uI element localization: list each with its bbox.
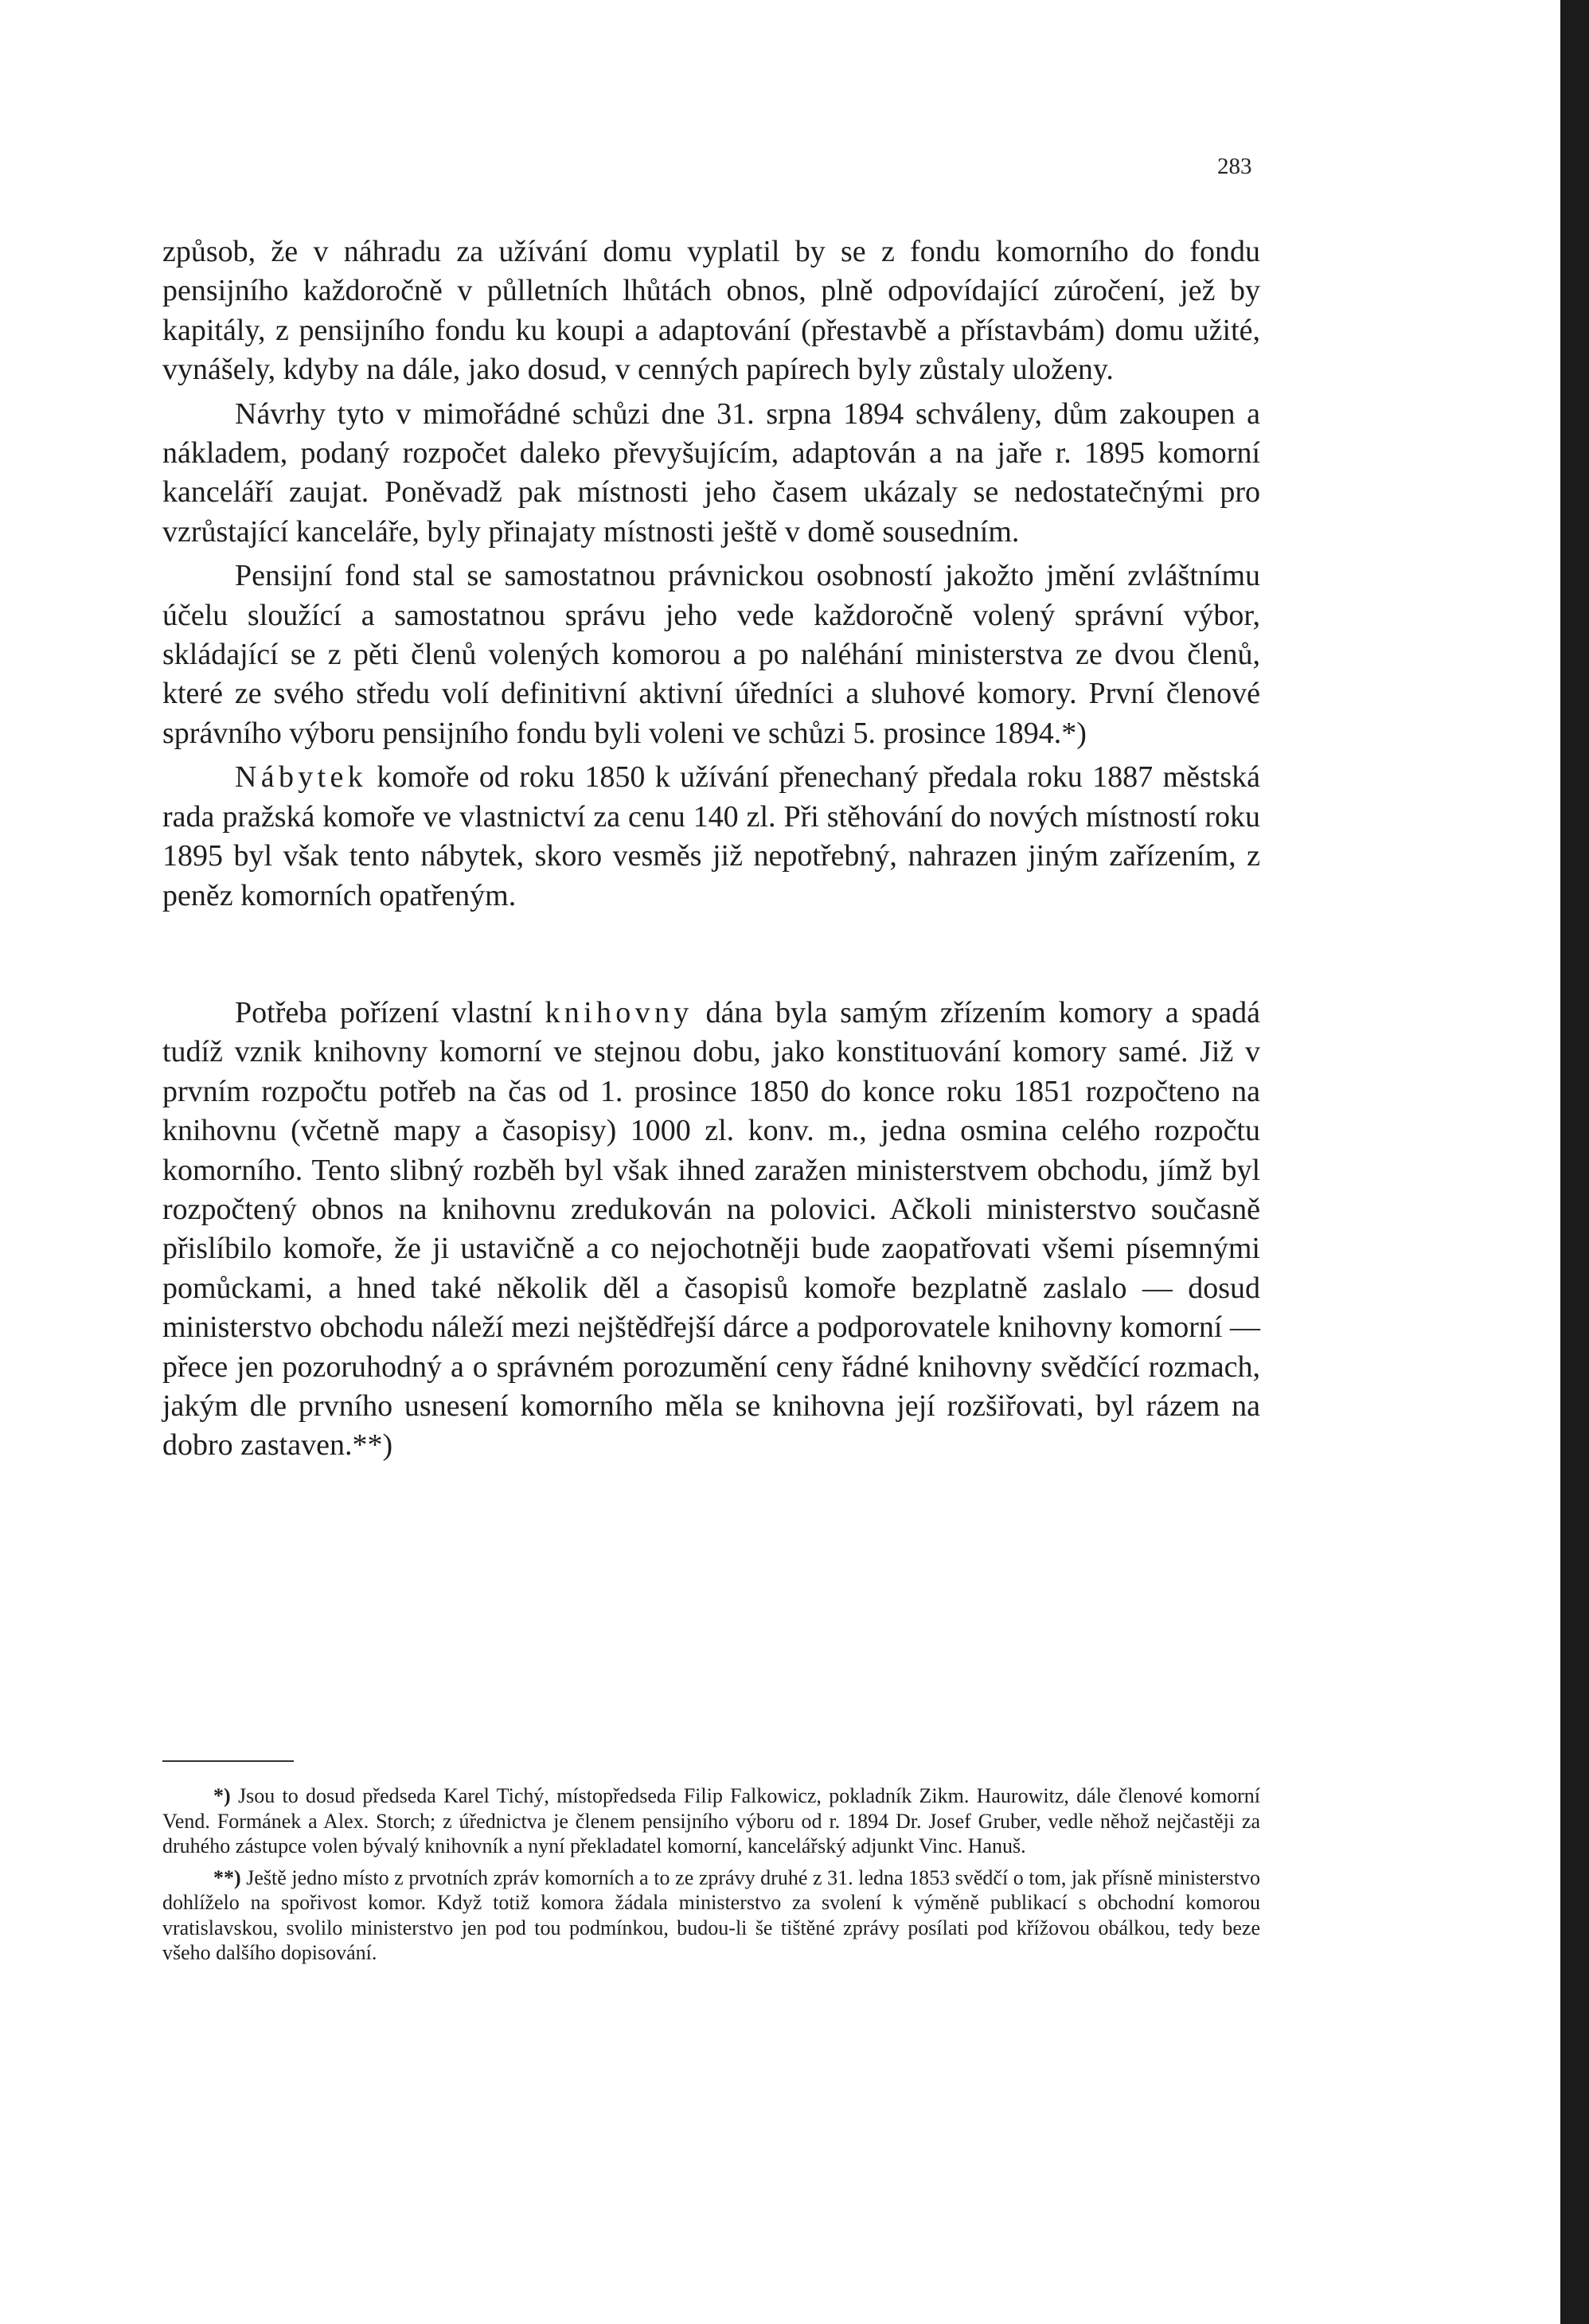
paragraph-5-text: dána byla samým zřízením komory a spadá tudíž vznik knihovny komorní ve stejnou dobu, jako konstituování komory samé. Již v prvním rozpočtu potřeb na čas od 1. prosince 1850 do konce roku 1851 rozpočteno na knihovnu (včetně mapy a časopisy) 1000 zl. konv. m., jedna osmina celého rozpočtu komorního. Tento slibný rozběh byl však ihned zaražen ministerstvem obchodu, jímž byl rozpočtený obnos na knihovnu zredukován na polovici. Ačkoli ministerstvo současně přislíbilo komoře, že ji ustavičně a co nejochotněji bude zaopatřovati všemi písemnými pomůckami, a hned také několik děl a časopisů komoře bezplatně zaslalo — dosud ministerstvo obchodu náleží mezi nejštědřejší dárce a podporovatele knihovny komorní — přece jen pozoruhodný a o správném porozumění ceny řádné knihovny svědčící rozmach, jakým dle prvního usnesení komorního měla se knihovna její rozšiřovati, byl rázem na dobro zastaven.**) xyxy=(162,995,1260,1463)
footnote-1-text: Jsou to dosud předseda Karel Tichý, místopředseda Filip Falkowicz, pokladník Zikm. Haurowitz, dále členové komorní Vend. Formánek a Alex. Storch; z úřednictva je členem pensijního výboru od r. 1894 Dr. Josef Gruber, vedle něhož nejčastěji za druhého zástupce volen bývalý knihovník a nyní překladatel komorní, kancelářský adjunkt Vinc. Hanuš. xyxy=(162,1784,1260,1857)
page-number: 283 xyxy=(1217,154,1252,179)
footnote-2 xyxy=(162,1865,1260,1966)
paragraph-4-text: komoře od roku 1850 k užívání přenechaný předala roku 1887 městská rada pražská komoře ve vlastnictví za cenu 140 zl. Při stěhování do nových místností roku 1895 byl však tento nábytek, skoro vesměs již nepotřebný, nahrazen jiným zařízením, z peněz komorních opatřeným. xyxy=(162,760,1260,912)
footnote-2-text: Ještě jedno místo z prvotních zpráv komorních a to ze zprávy druhé z 31. ledna 1853 svědčí o tom, jak přísně ministerstvo dohlíželo na spořivost komor. Když totiž komora žádala ministerstvo za svolení k výměně publikací s obchodní komorou vratislavskou, svolilo ministerstvo jen pod tou podmínkou, budou-li še tištěné zprávy posílati pod křížovou obálkou, tedy beze všeho dalšího dopisování. xyxy=(162,1865,1260,1964)
paragraph-3: Pensijní fond stal se samostatnou právnickou osobností jakožto jmění zvláštnímu účelu sloužící a samostatnou správu jeho vede každoročně volený správní výbor, skládající se z pěti členů volených komorou a po naléhání ministerstva ze dvou členů, které ze svého středu volí definitivní aktivní úředníci a sluhové komory. První členové správního výboru pensijního fondu byli voleni ve schůzi 5. prosince 1894.*) xyxy=(162,559,1260,750)
section-gap xyxy=(162,920,1260,994)
spaced-term-nabytek: Nábytek xyxy=(235,760,367,795)
footnote-separator xyxy=(162,1760,294,1762)
paragraph-2: Návrhy tyto v mimořádné schůzi dne 31. srpna 1894 schváleny, dům zakoupen a nákladem, podaný rozpočet daleko převyšujícím, adaptován a na jaře r. 1895 komorní kanceláří zaujat. Poněvadž pak místnosti jeho časem ukázaly se nedostatečnými pro vzrůstající kanceláře, byly přinajaty místnosti ještě v domě sousedním. xyxy=(162,396,1260,549)
footnote-2-mark: **) xyxy=(213,1865,241,1889)
paragraph-1: způsob, že v náhradu za užívání domu vyplatil by se z fondu komorního do fondu pensijního každoročně v půlletních lhůtách obnos, plně odpovídající zúročení, jež by kapitály, z pensijního fondu ku koupi a adaptování (přestavbě a přístavbám) domu užité, vynášely, kdyby na dále, jako dosud, v cenných papírech byly zůstaly uloženy. xyxy=(162,235,1260,387)
footnotes xyxy=(162,1783,1260,1972)
footnote-1-mark: *) xyxy=(213,1784,231,1807)
paragraph-4 xyxy=(162,758,1260,916)
spaced-term-knihovny: knihovny xyxy=(545,995,693,1029)
footnote-1 xyxy=(162,1783,1260,1859)
paragraph-5-lead: Potřeba pořízení vlastní xyxy=(235,995,545,1029)
body-text xyxy=(162,232,1260,1471)
paragraph-5 xyxy=(162,994,1260,1466)
